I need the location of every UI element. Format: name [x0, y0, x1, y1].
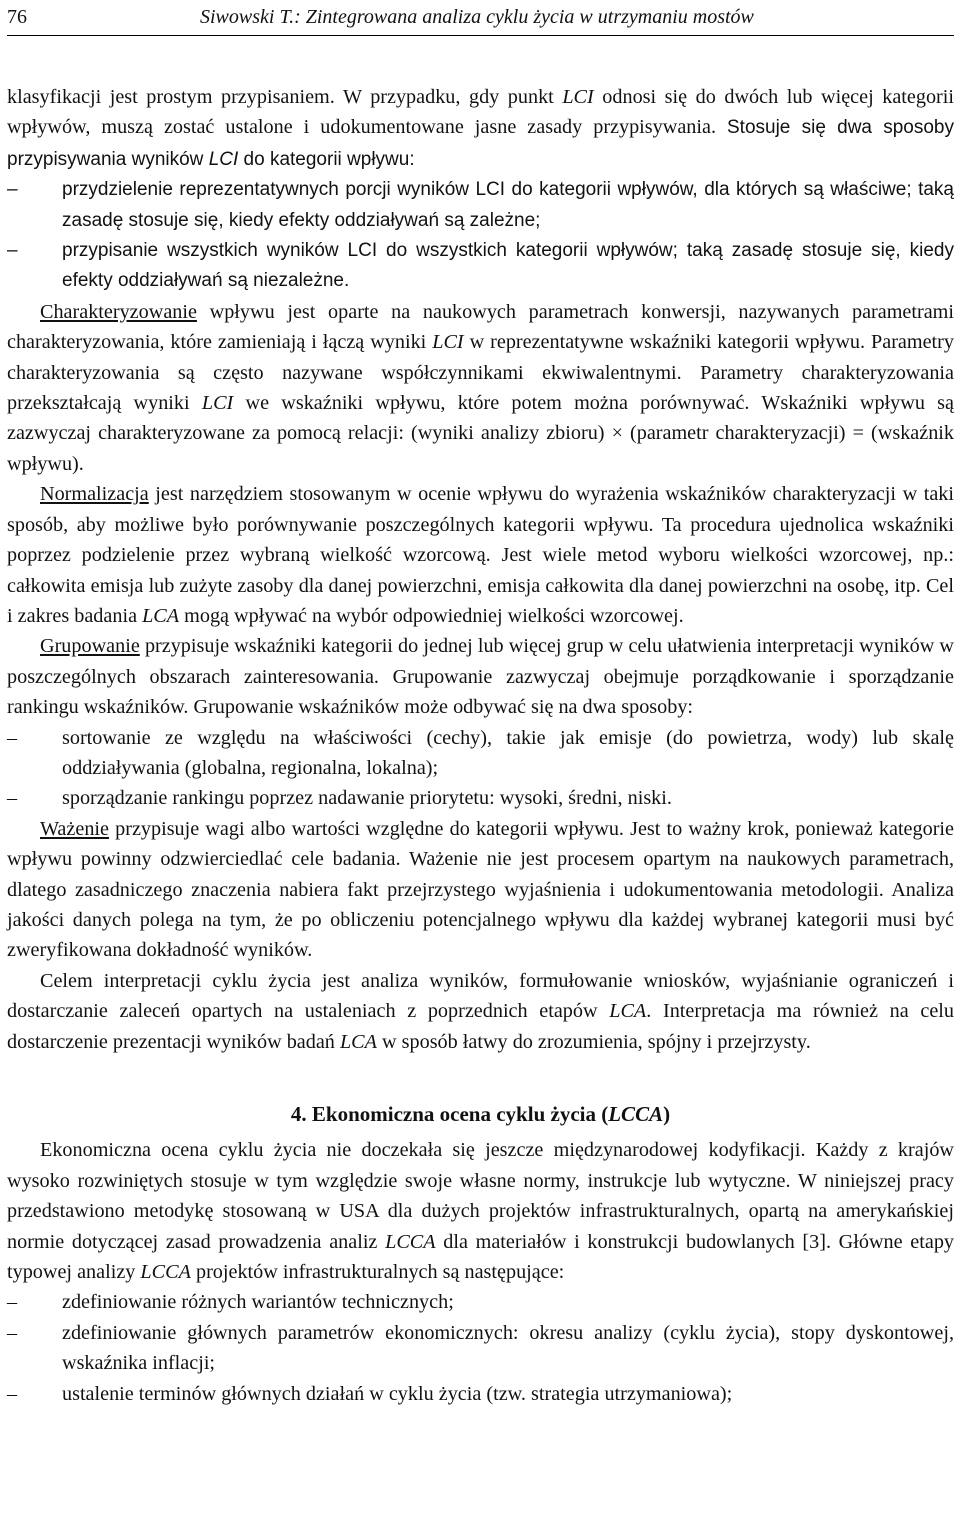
list-item-text: przypisanie wszystkich wyników LCI do wszystkich kategorii wpływów; taką zasadę stosuje się, kiedy efekty oddziaływań są niezależne. — [62, 240, 954, 292]
dash-bullet: – — [7, 787, 18, 810]
italic-term: LCA — [142, 604, 180, 627]
italic-term: LCI — [432, 331, 464, 354]
header-rule — [7, 35, 954, 36]
list-item — [7, 1318, 954, 1379]
text-run: Stosuje się dwa sposoby przypisywania wyników — [7, 117, 954, 170]
list-item-text: sporządzanie rankingu poprzez nadawanie priorytetu: wysoki, średni, niski. — [62, 787, 672, 810]
section-heading — [7, 1099, 954, 1129]
dash-bullet: – — [7, 1321, 18, 1344]
dash-bullet: – — [7, 1382, 18, 1405]
italic-term: LCA — [339, 1030, 377, 1053]
underlined-term: Charakteryzowanie — [40, 300, 197, 323]
paragraph — [7, 814, 954, 966]
heading-text: 4. Ekonomiczna ocena cyklu życia ( — [290, 1102, 609, 1126]
list-item — [7, 1287, 954, 1317]
text-run: . Interpretacja ma również na celu dostarczenie prezentacji wyników badań — [7, 1000, 954, 1053]
text-run: projektów infrastrukturalnych są następujące: — [190, 1261, 565, 1284]
text-run: do kategorii wpływu: — [238, 148, 415, 170]
text-run: Celem interpretacji cyklu życia jest analiza wyników, formułowanie wniosków, wyjaśnianie ograniczeń i dostarczanie zaleceń opartych na ustaleniach z poprzednich etapów — [7, 969, 954, 1023]
italic-term: LCI — [562, 86, 594, 108]
list-item-text: zdefiniowanie różnych wariantów technicznych; — [62, 1291, 454, 1314]
text-run: w sposób łatwy do zrozumienia, spójny i przejrzysty. — [376, 1030, 811, 1053]
text-run: odnosi się do dwóch lub więcej kategorii wpływów, muszą zostać ustalone i udokumentowane jasne zasady przypisywania. — [7, 86, 955, 139]
italic-term: LCCA — [140, 1261, 191, 1284]
list-item-text: zdefiniowanie głównych parametrów ekonomicznych: okresu analizy (cyklu życia), stopy dyskontowej, wskaźnika inflacji; — [62, 1321, 954, 1375]
italic-term: LCI — [201, 392, 234, 415]
list-item — [7, 723, 954, 784]
heading-text: ) — [663, 1102, 671, 1126]
paragraph — [7, 1135, 954, 1287]
text-run: jest narzędziem stosowanym w ocenie wpływu do wyrażenia wskaźników charakteryzacji w taki sposób, aby możliwe było porównywanie poszczególnych kategorii wpływu. Ta procedura ujednolica wskaźniki poprzez podzielenie przez wybraną wielkość wzorcową. Jest wiele metod wyboru wielkości wzorcowej, np.: całkowita emisja lub zużyte zasoby dla danej powierzchni, emisja całkowita dla danej powierzchni na osobę, itp. Cel i zakres badania — [7, 483, 954, 627]
running-header — [7, 0, 954, 30]
underlined-term: Grupowanie — [40, 635, 140, 658]
list-item-text: ustalenie terminów głównych działań w cyklu życia (tzw. strategia utrzymaniowa); — [62, 1382, 733, 1405]
paragraph — [7, 631, 954, 722]
body-text — [7, 82, 954, 1409]
italic-term: LCA — [609, 1000, 647, 1023]
list-item-text: przydzielenie reprezentatywnych porcji wyników LCI do kategorii wpływów, dla których są właściwe; taką zasadę stosuje się, kiedy efekty oddziaływań są zależne; — [62, 179, 954, 231]
list-item — [7, 783, 954, 813]
dash-bullet: – — [7, 179, 18, 201]
paragraph — [7, 297, 954, 479]
paragraph — [7, 479, 954, 631]
document-page — [7, 0, 955, 1405]
list-item — [7, 236, 954, 297]
dash-bullet: – — [7, 726, 18, 749]
paragraph — [7, 82, 954, 175]
list-item-text: sortowanie ze względu na właściwości (cechy), takie jak emisje (do powietrza, wody) lub skalę oddziaływania (globalna, regionalna, lokalna); — [62, 726, 954, 779]
text-run: dla materiałów i konstrukcji budowlanych [3]. Główne etapy typowej analizy — [7, 1230, 955, 1284]
text-run: w reprezentatywne wskaźniki kategorii wpływu. Parametry charakteryzowania są często nazywane współczynnikami ekwiwalentnymi. Parametry charakteryzowania przekształcają wyniki — [7, 331, 954, 415]
italic-term: LCCA — [385, 1230, 436, 1253]
italic-term: LCCA — [608, 1102, 664, 1126]
list-item — [7, 1379, 954, 1409]
text-run: klasyfikacji jest prostym przypisaniem. W przypadku, gdy punkt — [7, 86, 563, 108]
paragraph — [7, 966, 954, 1057]
text-run: mogą wpływać na wybór odpowiedniej wielkości wzorcowej. — [179, 604, 684, 627]
underlined-term: Ważenie — [40, 817, 109, 840]
dash-bullet: – — [7, 1291, 18, 1314]
list-item — [7, 175, 954, 236]
running-title: Siwowski T.: Zintegrowana analiza cyklu życia w utrzymaniu mostów — [200, 6, 754, 28]
dash-bullet: – — [7, 240, 18, 262]
underlined-term: Normalizacja — [40, 483, 149, 506]
italic-term: LCI — [208, 148, 239, 170]
page-number: 76 — [7, 6, 27, 28]
text-run: wpływu jest oparte na naukowych parametrach konwersji, nazywanych parametrami charakteryzowania, które zamieniają i łączą wyniki — [7, 300, 954, 354]
text-run: Ekonomiczna ocena cyklu życia nie doczekała się jeszcze międzynarodowej kodyfikacji. Każdy z krajów wysoko rozwiniętych stosuje w tym względzie swoje własne normy, instrukcje lub wytyczne. W niniejszej pracy przedstawiono metodykę stosowaną w USA dla dużych projektów infrastrukturalnych, opartą na amerykańskiej normie dotyczącej zasad prowadzenia analiz — [7, 1139, 954, 1253]
text-run: przypisuje wagi albo wartości względne do kategorii wpływu. Jest to ważny krok, ponieważ kategorie wpływu powinny odzwierciedlać cele badania. Ważenie nie jest procesem opartym na naukowych parametrach, dlatego zasadniczego znaczenia nabiera fakt przejrzystego wyjaśnienia i udokumentowania metodologii. Analiza jakości danych polega na tym, że po obliczeniu potencjalnego wpływu dla każdej wybranej kategorii musi być zweryfikowana dokładność wyników. — [7, 817, 954, 962]
text-run: przypisuje wskaźniki kategorii do jednej lub więcej grup w celu ułatwienia interpretacji wyników w poszczególnych obszarach zainteresowania. Grupowanie zazwyczaj obejmuje porządkowanie i sporządzanie rankingu wskaźników. Grupowanie wskaźników może odbywać się na dwa sposoby: — [7, 635, 954, 719]
text-run: we wskaźniki wpływu, które potem można porównywać. Wskaźniki wpływu są zazwyczaj charakteryzowane za pomocą relacji: (wyniki analizy zbioru) × (parametr charakteryzacji) = (wskaźnik wpływu). — [7, 392, 954, 475]
